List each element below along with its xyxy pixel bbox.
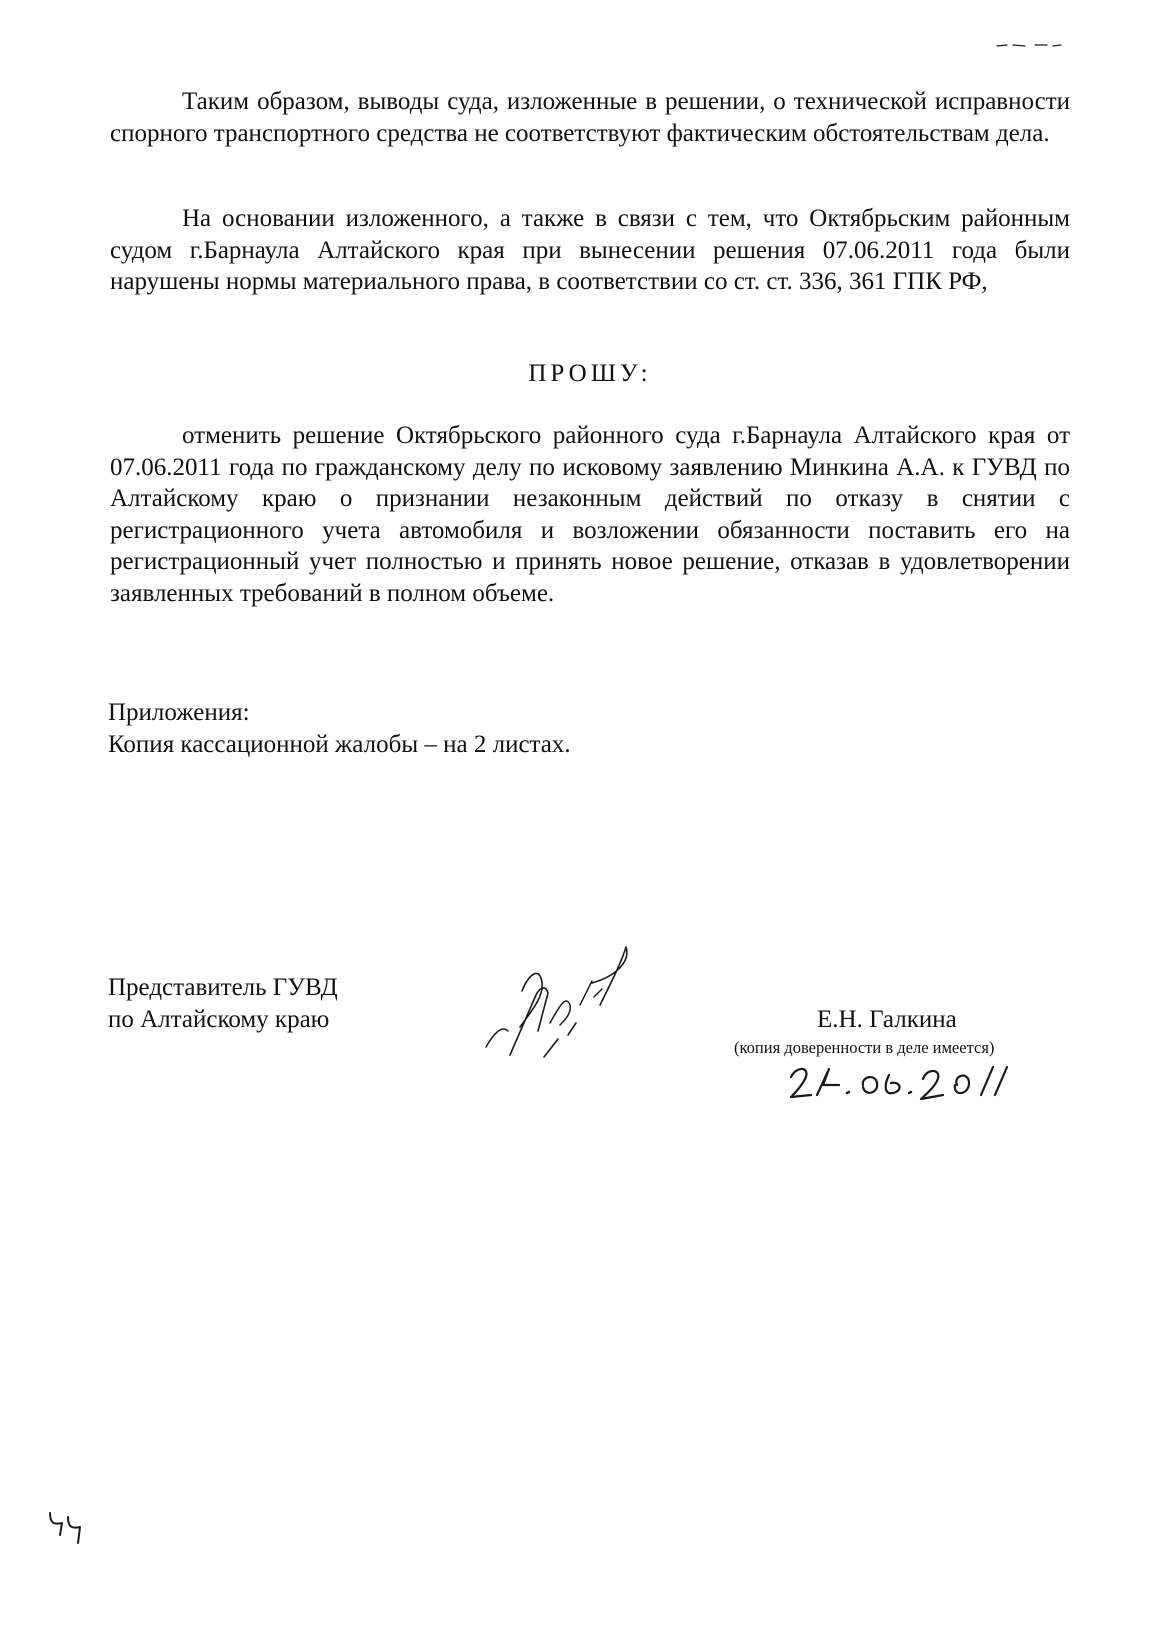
scan-mark-icon (995, 40, 1065, 50)
attachments-item: Копия кассационной жалобы – на 2 листах. (108, 731, 571, 758)
signer-note: (копия доверенности в деле имеется) (734, 1038, 995, 1057)
signatory-region: по Алтайскому краю (108, 1006, 330, 1033)
signature-icon (480, 935, 660, 1065)
signatory-title: Представитель ГУВД (108, 974, 338, 1001)
paragraph-grounds: На основании изложенного, а также в связи с тем, что Октябрьским районным судом г.Барнаула Алтайского края при вынесении решения 07.06.2011 года были нарушены нормы материального права, в соответствии со ст. ст. 336, 361 ГПК РФ, (110, 205, 1070, 295)
request-heading: ПРОШУ: (528, 360, 652, 387)
paragraph-request: отменить решение Октябрьского районного суда г.Барнаула Алтайского края от 07.06.2011 года по гражданскому делу по исковому заявлению Минкина А.А. к ГУВД по Алтайскому краю о признании незаконным действий по отказу в снятии с регистрационного учета автомобиля и возложении обязанности поставить его на регистрационный учет полностью и принять новое решение, отказав в удовлетворении заявленных требований в полном объеме. (110, 422, 1070, 607)
handwritten-date-icon (785, 1055, 1015, 1105)
attachments-label: Приложения: (108, 699, 250, 726)
handwritten-page-number-icon (44, 1505, 94, 1545)
signer-name: Е.Н. Галкина (817, 1006, 957, 1033)
paragraph-conclusion: Таким образом, выводы суда, изложенные в решении, о технической исправности спорного транспортного средства не соответствуют фактическим обстоятельствам дела. (110, 88, 1070, 147)
